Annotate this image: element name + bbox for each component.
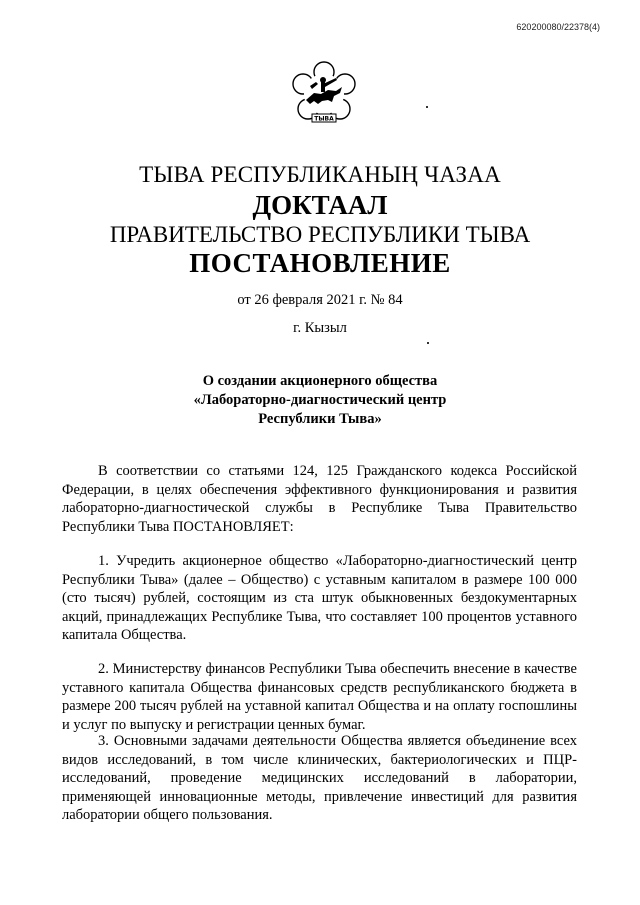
header-tyva-government: ТЫВА РЕСПУБЛИКАНЫҢ ЧАЗАА <box>139 162 501 187</box>
scan-speck <box>426 106 428 108</box>
document-code: 620200080/22378(4) <box>516 22 600 32</box>
title-line: «Лабораторно-диагностический центр <box>193 392 447 408</box>
document-city: г. Кызыл <box>293 320 347 336</box>
header-doktaal: ДОКТААЛ <box>252 190 388 220</box>
header-government: ПРАВИТЕЛЬСТВО РЕСПУБЛИКИ ТЫВА <box>109 222 531 247</box>
document-date-number: от 26 февраля 2021 г. № 84 <box>237 292 403 308</box>
clause-1: 1. Учредить акционерное общество «Лабораторно-диагностический центр Республики Тыва» (далее – Общество) с уставным капиталом в размере 100 000 (сто тысяч) рублей, состоящим из ста штук обыкновенных бездокументарных акций, принадлежащих Республике Тыва, что составляет 100 процентов уставного капитала Общества. <box>62 553 577 643</box>
emblem-label: ТЫВА <box>314 115 334 123</box>
preamble-paragraph: В соответствии со статьями 124, 125 Гражданского кодекса Российской Федерации, в целях обеспечения эффективного функционирования и развития лабораторно-диагностической службы в Республике Тыва Правительство Республики Тыва ПОСТАНОВЛЯЕТ: <box>62 463 577 535</box>
document-title <box>0 372 640 429</box>
tuva-coat-of-arms-icon <box>288 60 360 132</box>
scan-speck <box>427 342 429 344</box>
header-postanovlenie: ПОСТАНОВЛЕНИЕ <box>189 248 451 278</box>
clause-2: 2. Министерству финансов Республики Тыва обеспечить внесение в качестве уставного капитала Общества финансовых средств республиканского бюджета в размере 200 тысяч рублей на уставной капитал Общества и на оплату госпошлины и услуг по выпуску и регистрации ценных бумаг. <box>62 661 577 733</box>
title-line: О создании акционерного общества <box>202 373 438 389</box>
title-line: Республики Тыва» <box>258 411 382 427</box>
clause-3: 3. Основными задачами деятельности Общества является объединение всех видов исследований, в том числе клинических, бактериологических и ПЦР-исследований, проведение медицинских исследований в лаборатории, применяющей инновационные методы, привлечение инвестиций для развития лаборатории общего пользования. <box>62 733 577 823</box>
